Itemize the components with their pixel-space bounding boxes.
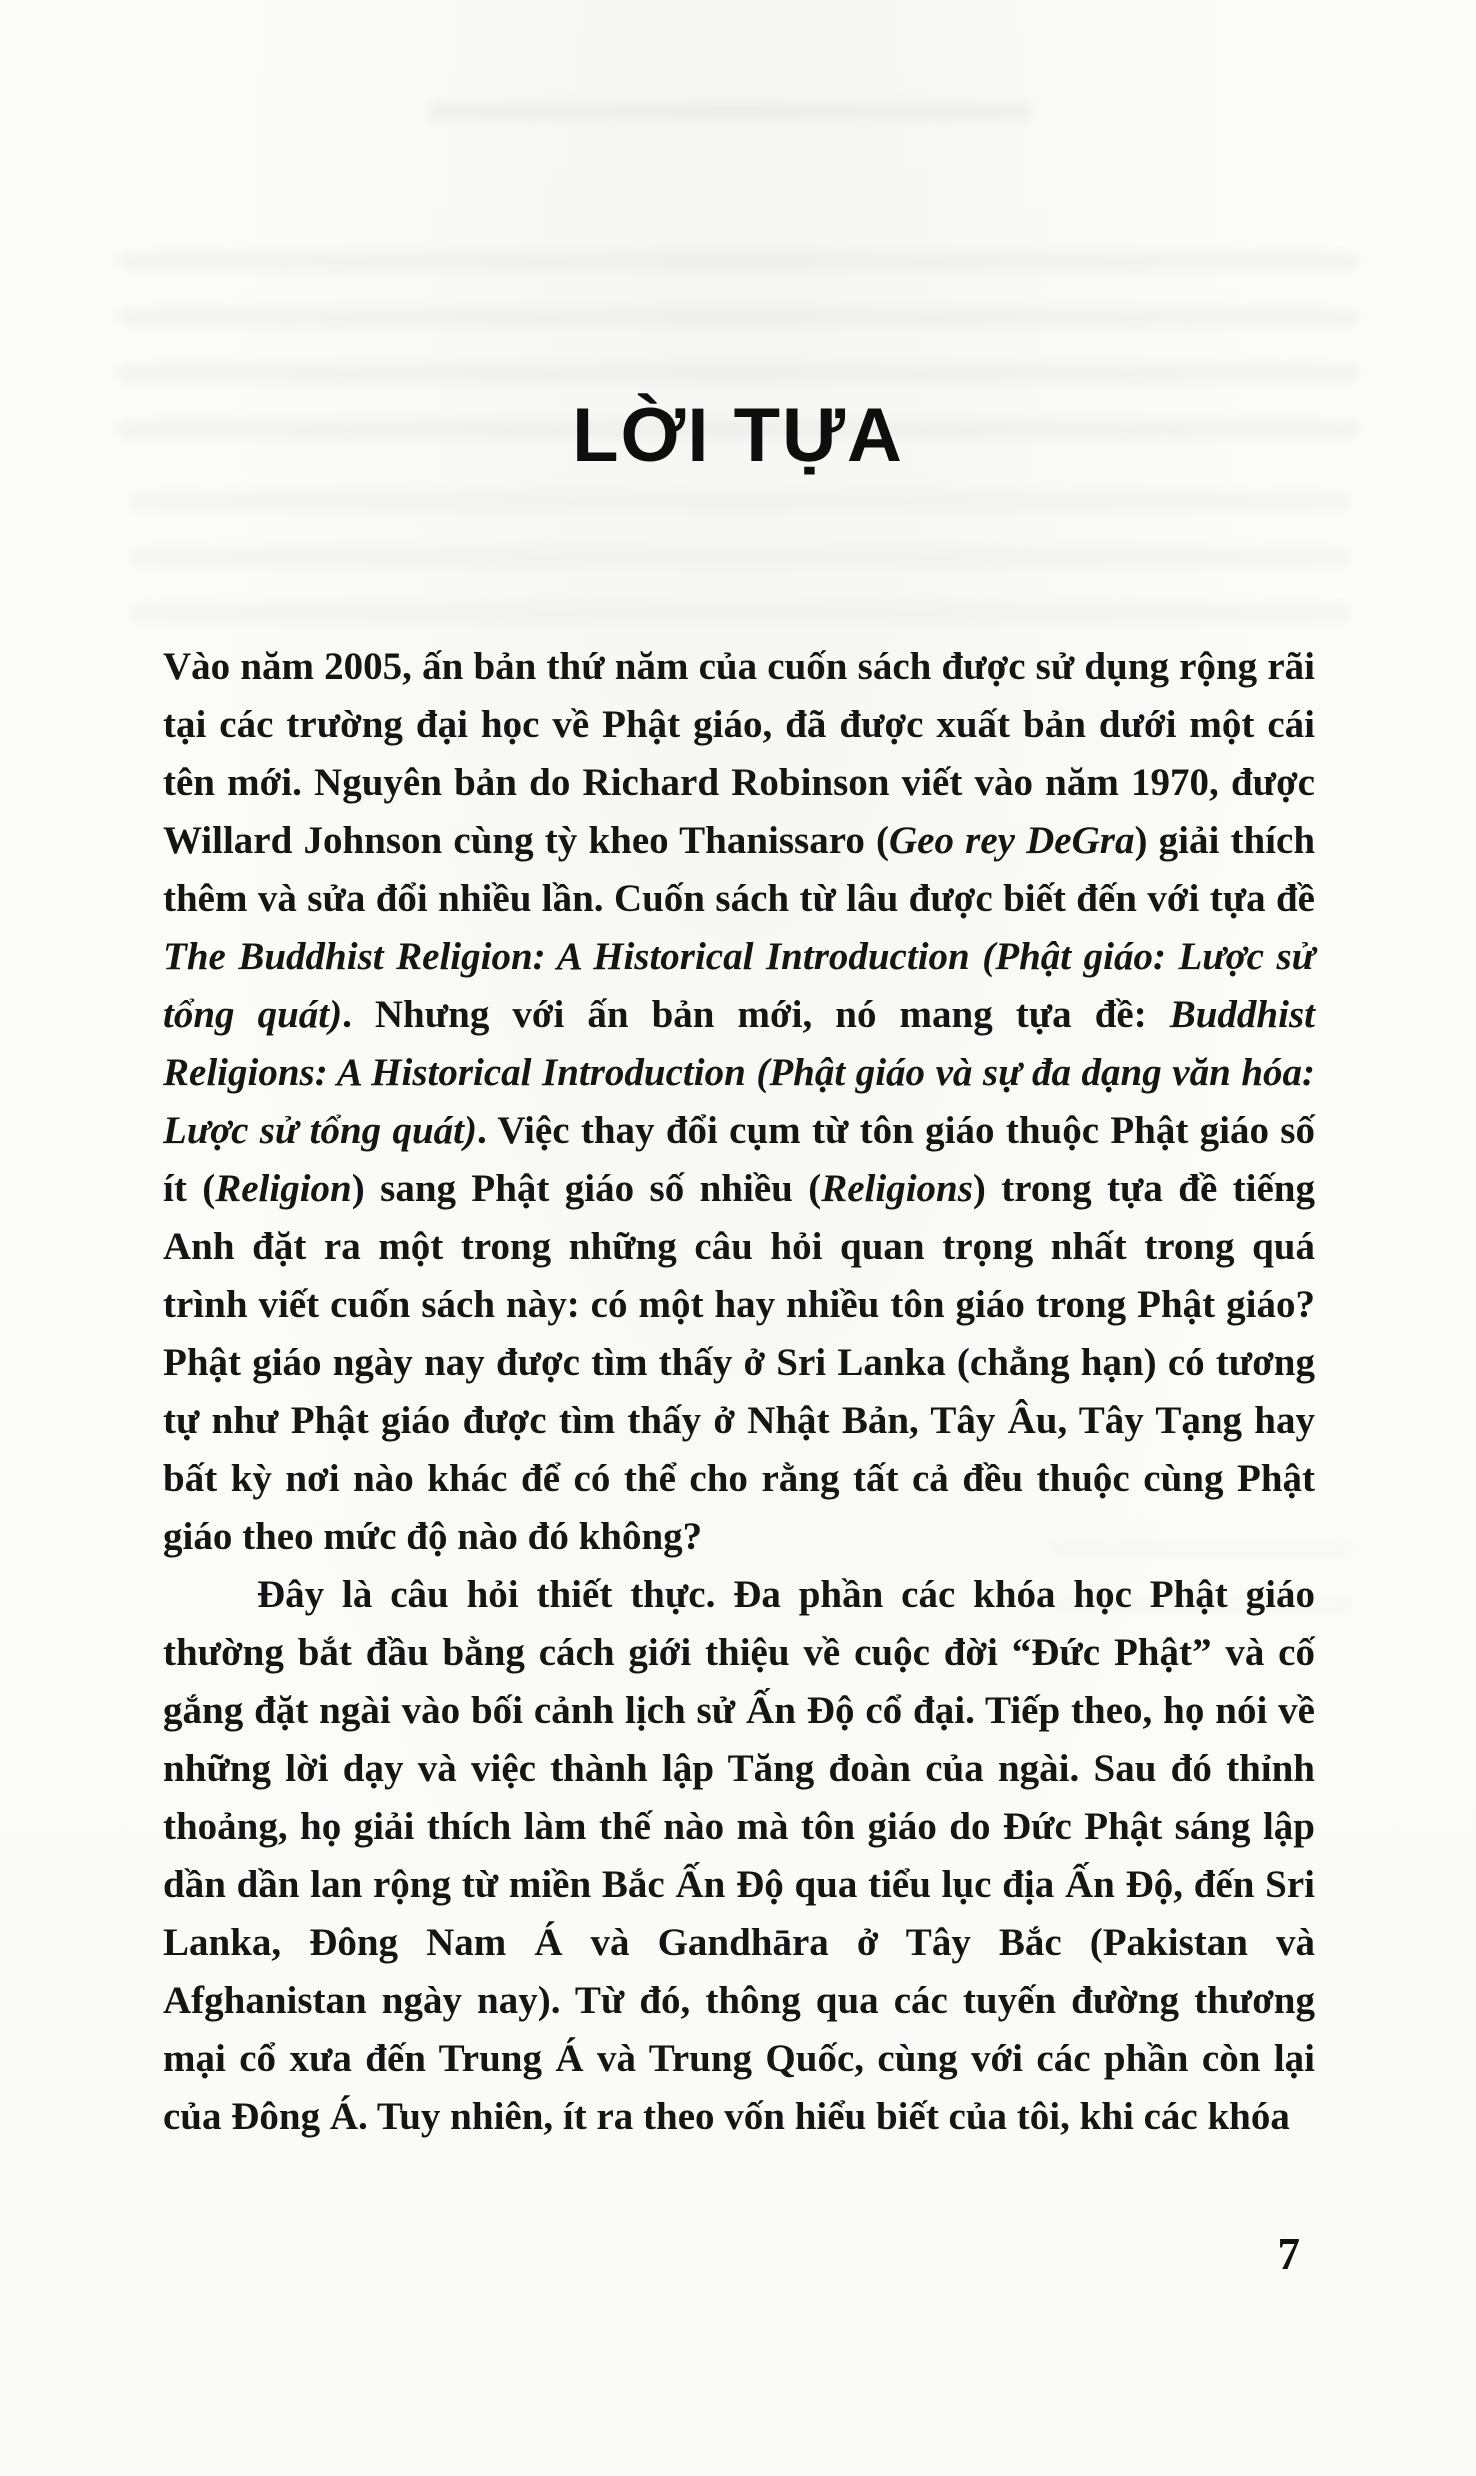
body-text: Vào năm 2005, ấn bản thứ năm của cuốn sách được sử dụng rộng rãi tại các trường đại học về Phật giáo, đã được xuất bản dưới một cái tên mới. Nguyên bản do Richard Robinson viết vào năm 1970, được Willard Johnson cùng tỳ kheo Thanissaro ( [163, 645, 1315, 862]
body-text: Đây là câu hỏi thiết thực. Đa phần các khóa học Phật giáo thường bắt đầu bằng cách giới thiệu về cuộc đời “Đức Phật” và cố gắng đặt ngài vào bối cảnh lịch sử Ấn Độ cổ đại. Tiếp theo, họ nói về những lời dạy và việc thành lập Tăng đoàn của ngài. Sau đó thỉnh thoảng, họ giải thích làm thế nào mà tôn giáo do Đức Phật sáng lập dần dần lan rộng từ miền Bắc Ấn Độ qua tiểu lục địa Ấn Độ, đến Sri Lanka, Đông Nam Á và Gandhāra ở Tây Bắc (Pakistan và Afghanistan ngày nay). Từ đó, thông qua các tuyến đường thương mại cổ xưa đến Trung Á và Trung Quốc, cùng với các phần còn lại của Đông Á. Tuy nhiên, ít ra theo vốn hiểu biết của tôi, khi các khóa [163, 1573, 1315, 2138]
body-text: . Nhưng với ấn bản mới, nó mang tựa đề: [342, 993, 1170, 1036]
paragraph [163, 638, 1315, 1566]
italic-text: Religions [821, 1167, 973, 1210]
scan-artifact [130, 492, 1350, 622]
scan-artifact [430, 102, 1030, 146]
italic-text: Buddhist Religions: A Historical Introduction (Phật giáo và sự đa dạng văn hóa: Lược sử tổng quát) [163, 993, 1315, 1152]
italic-text: Geo rey DeGra [889, 819, 1135, 862]
body-text: . Việc thay đổi cụm từ tôn giáo thuộc Phật giáo số ít ( [163, 1109, 1315, 1210]
italic-text: The Buddhist Religion: A Historical Introduction (Phật giáo: Lược sử tổng quát) [163, 935, 1315, 1036]
page-number: 7 [1277, 2229, 1300, 2279]
italic-text: Religion [215, 1167, 352, 1210]
text-block [163, 638, 1315, 2146]
preface-title: LỜI TỰA [572, 393, 904, 478]
body-text: ) sang Phật giáo số nhiều ( [351, 1167, 822, 1210]
body-text: ) giải thích thêm và sửa đổi nhiều lần. Cuốn sách từ lâu được biết đến với tựa đề [163, 819, 1316, 920]
paragraph [163, 1566, 1315, 2146]
body-text: ) trong tựa đề tiếng Anh đặt ra một trong những câu hỏi quan trọng nhất trong quá trình viết cuốn sách này: có một hay nhiều tôn giáo trong Phật giáo? Phật giáo ngày nay được tìm thấy ở Sri Lanka (chẳng hạn) có tương tự như Phật giáo được tìm thấy ở Nhật Bản, Tây Âu, Tây Tạng hay bất kỳ nơi nào khác để có thể cho rằng tất cả đều thuộc cùng Phật giáo theo mức độ nào đó không? [163, 1167, 1316, 1558]
